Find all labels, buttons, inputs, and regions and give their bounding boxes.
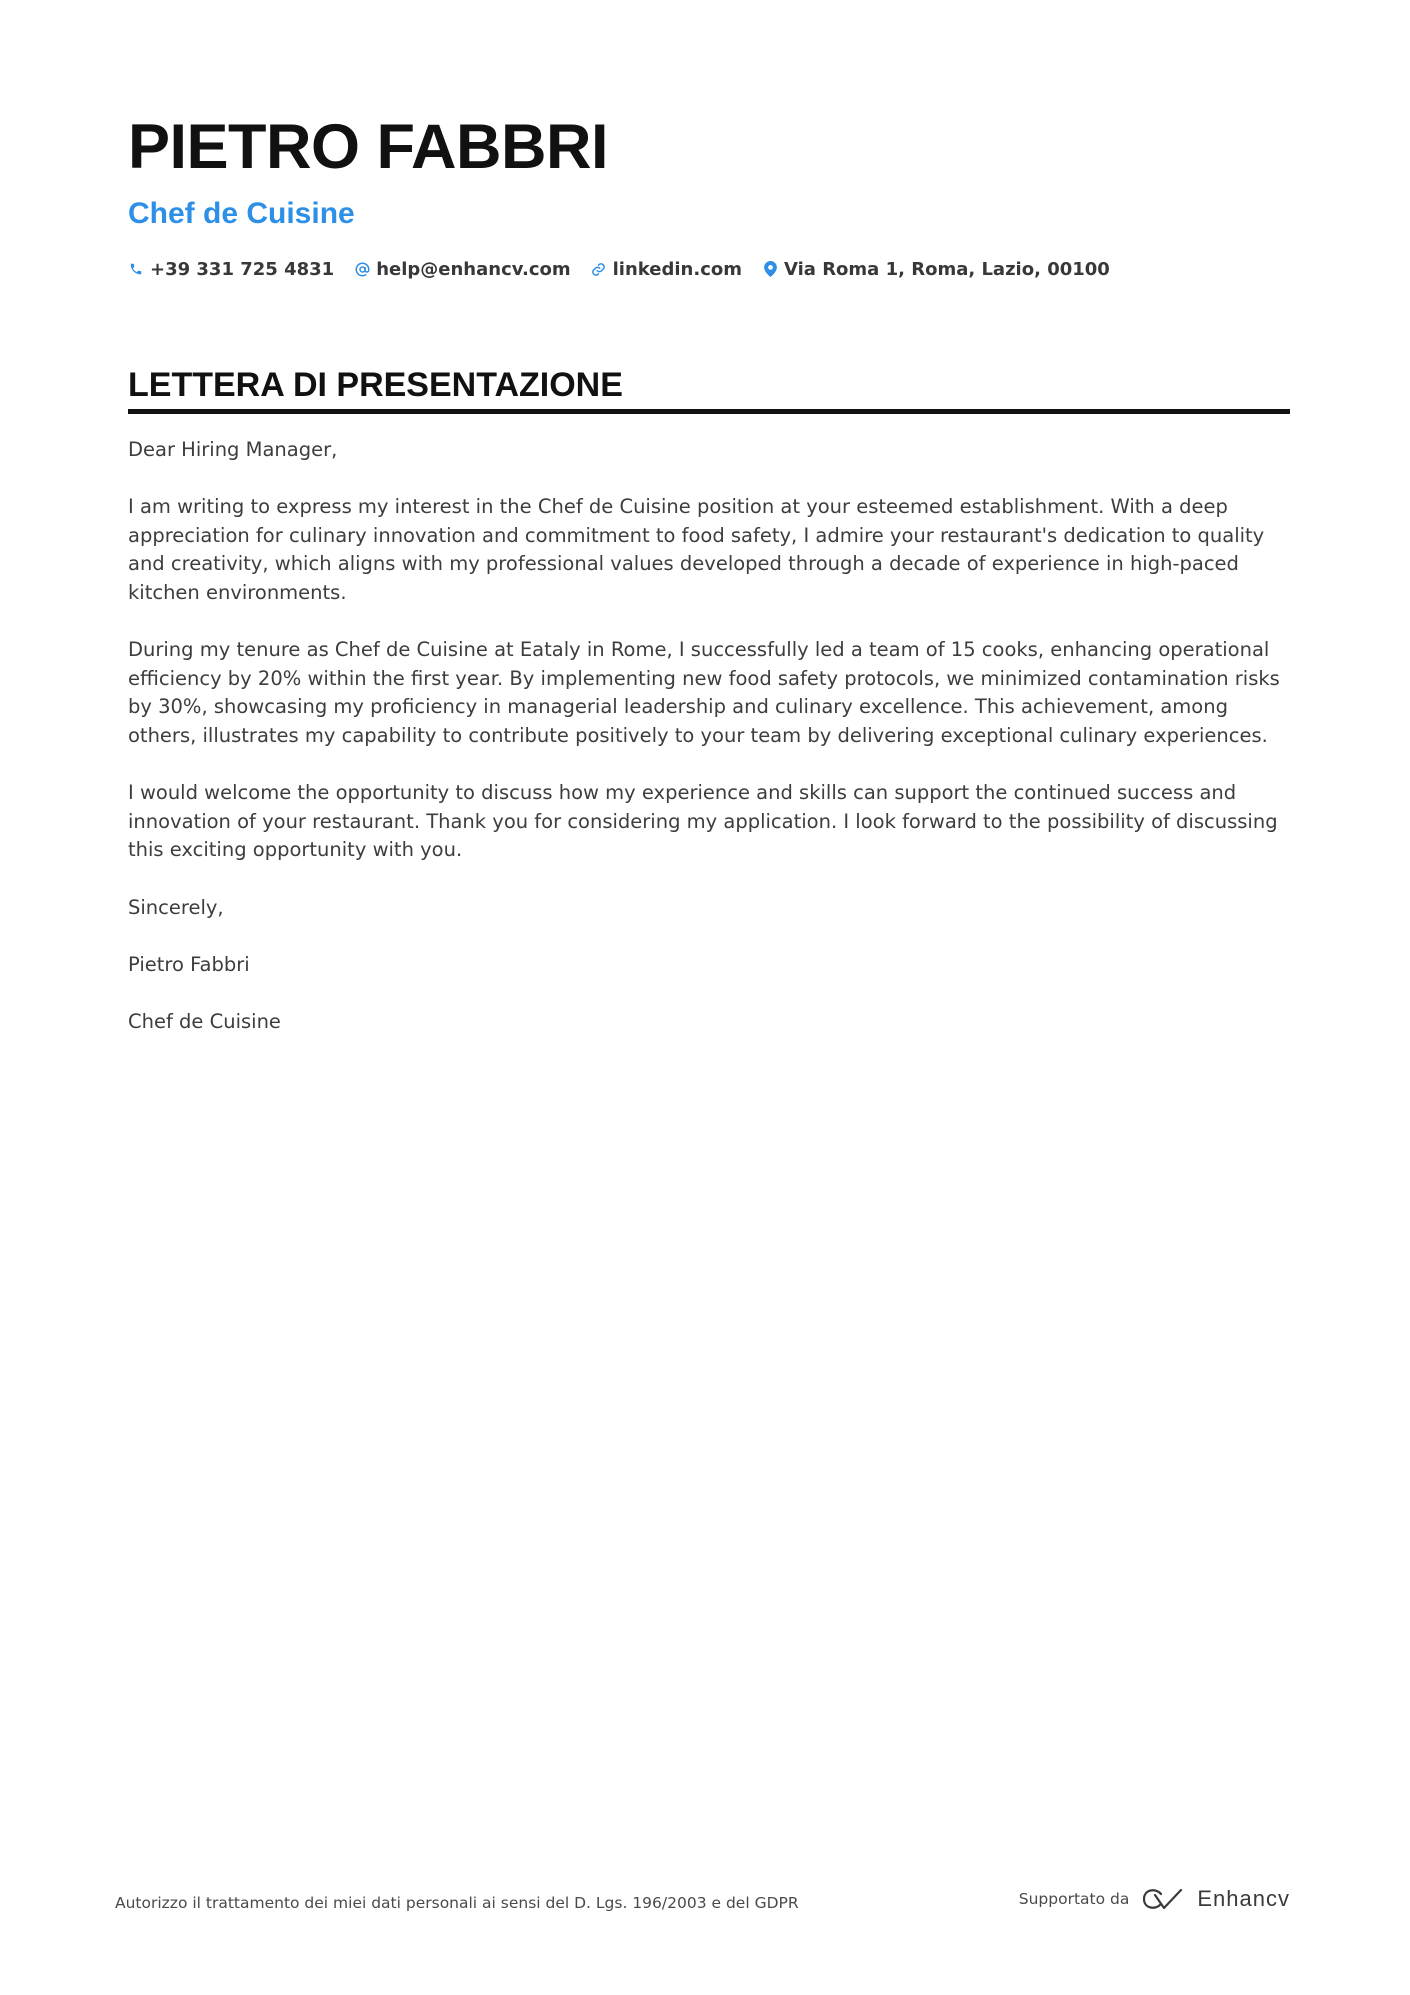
powered-by[interactable]	[1019, 1886, 1290, 1912]
letter-paragraph: I am writing to express my interest in the Chef de Cuisine position at your esteemed establishment. With a deep appreciation for culinary innovation and commitment to food safety, I admire your restaurant's dedication to quality and creativity, which aligns with my professional values developed through a decade of experience in high-paced kitchen environments.	[128, 495, 1265, 604]
signature-title: Chef de Cuisine	[128, 1009, 281, 1033]
phone-icon	[128, 260, 144, 278]
enhancv-logo-icon	[1141, 1886, 1187, 1912]
cover-letter-page	[128, 110, 1290, 1065]
at-icon	[354, 260, 370, 278]
link-icon	[591, 260, 607, 278]
letter-paragraph: During my tenure as Chef de Cuisine at Eataly in Rome, I successfully led a team of 15 cooks, enhancing operational efficiency by 20% within the first year. By implementing new food safety protocols, we minimized contamination risks by 30%, showcasing my proficiency in managerial leadership and culinary excellence. This achievement, among others, illustrates my capability to contribute positively to your team by delivering exceptional culinary experiences.	[128, 638, 1280, 747]
candidate-name: PIETRO FABBRI	[128, 112, 609, 182]
consent-notice: Autorizzo il trattamento dei miei dati personali ai sensi del D. Lgs. 196/2003 e del GDPR	[115, 1894, 799, 1912]
powered-by-label: Supportato da	[1018, 1890, 1130, 1908]
contact-address	[762, 259, 1110, 280]
link-text: linkedin.com	[612, 258, 742, 280]
contact-email[interactable]	[354, 259, 570, 280]
contact-link[interactable]	[591, 259, 742, 280]
email-text: help@enhancv.com	[376, 258, 571, 280]
letter-paragraph: I would welcome the opportunity to discuss how my experience and skills can support the continued success and innovation of your restaurant. Thank you for considering my application. I look forward to the possibility of discussing this exciting opportunity with you.	[128, 781, 1278, 862]
map-pin-icon	[762, 260, 778, 278]
letter-body	[128, 436, 1290, 1036]
brand-name: Enhancv	[1197, 1886, 1290, 1911]
contact-bar	[128, 255, 1290, 283]
candidate-title: Chef de Cuisine	[128, 197, 355, 230]
phone-text: +39 331 725 4831	[150, 258, 335, 280]
section-heading: LETTERA DI PRESENTAZIONE	[128, 365, 1290, 414]
address-text: Via Roma 1, Roma, Lazio, 00100	[784, 258, 1110, 280]
signature-name: Pietro Fabbri	[128, 952, 250, 976]
letter-greeting: Dear Hiring Manager,	[128, 438, 338, 461]
letter-closing: Sincerely,	[128, 895, 224, 919]
contact-phone[interactable]	[128, 259, 334, 280]
